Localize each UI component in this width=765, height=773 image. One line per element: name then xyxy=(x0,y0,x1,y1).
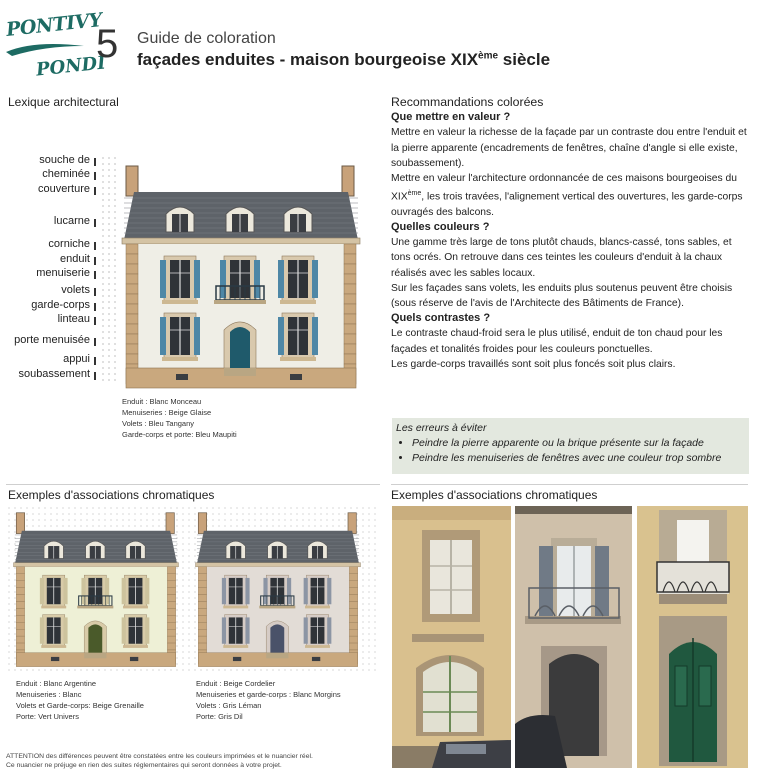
label-menuiserie: menuiserie xyxy=(36,267,90,279)
error-item: • Peindre les menuiseries de fenêtres avec une couleur trop sombre xyxy=(412,451,721,466)
legend-volets: Volets : Bleu Tangany xyxy=(122,419,194,428)
cornice xyxy=(122,238,360,244)
para-6: Les garde-corps travaillés sont soit plus foncés soit plus clairs. xyxy=(391,358,676,370)
shutter xyxy=(222,617,226,643)
para-3: Une gamme très large de tons plutôt chauds, blancs-cassé, tons sables, et tons ocrés. On retrouve dans ces teintes les couleurs d'enduit à la chaux réalisés avec les sables locaux. xyxy=(391,237,732,279)
house-illustration-example-1 xyxy=(12,510,180,668)
label-garde-corps: garde-corps xyxy=(31,299,90,311)
label-enduit: enduit xyxy=(60,253,90,265)
logo-text-pontivy: PONTIVY xyxy=(5,9,103,41)
chapter-number: 5 xyxy=(96,22,119,66)
shutter xyxy=(304,578,308,604)
shutter xyxy=(194,260,200,298)
shutter xyxy=(122,578,126,604)
shutter xyxy=(278,317,284,355)
page-title: façades enduites - maison bourgeoise XIXème siècle xyxy=(137,50,551,69)
shutter xyxy=(312,317,318,355)
para-2: Mettre en valeur l'architecture ordonnancée de ces maisons bourgeoises du XIXème, les trois travées, l'alignement vertical des ouvertures, les garde-corps ouvragés des balcons. xyxy=(391,173,743,218)
cornice xyxy=(196,563,361,567)
leader-dots xyxy=(100,155,120,385)
shutter xyxy=(312,260,318,298)
shutter xyxy=(145,617,149,643)
example-1-legend: Enduit : Blanc Argentine Menuiseries : Blanc Volets et Garde-corps: Beige Grenaille Porte: Vert Univers xyxy=(16,679,144,721)
chimney-left xyxy=(16,513,24,534)
shutter xyxy=(222,578,226,604)
disclaimer-note: ATTENTION des différences peuvent être constatées entre les couleurs imprimées et le nuancier réel. Ce nuancier ne préjuge en rien des suites réglementaires qui seront données à votre projet. xyxy=(6,753,313,769)
question-mettre-en-valeur: Que mettre en valeur ? xyxy=(391,111,511,124)
chimney-left xyxy=(126,166,138,196)
label-porte-menuisee: porte menuisée xyxy=(14,334,90,346)
door xyxy=(230,327,250,368)
pontivy-logo xyxy=(4,9,107,81)
question-couleurs: Quelles couleurs ? xyxy=(391,221,490,234)
recommandations-title: Recommandations colorées xyxy=(391,95,544,109)
label-linteau: linteau xyxy=(57,313,90,325)
recommandations-block xyxy=(391,95,751,372)
house-illustration-main xyxy=(120,162,362,390)
example-2-legend: Enduit : Beige Cordelier Menuiseries et garde-corps : Blanc Morgins Volets : Gris Léman Porte: Gris Dil xyxy=(196,679,341,721)
errors-box xyxy=(392,418,749,474)
shutter xyxy=(327,617,331,643)
error-item: • Peindre la pierre apparente ou la brique présente sur la façade xyxy=(412,436,721,451)
label-soubassement: soubassement xyxy=(18,368,90,380)
shutter xyxy=(160,317,166,355)
label-souche: souche de xyxy=(39,154,90,166)
photo-facade-shutters xyxy=(515,506,632,768)
guide-subtitle: Guide de coloration xyxy=(137,30,276,47)
para-4: Sur les façades sans volets, les enduits plus soutenus peuvent être choisis (sous réserve de l'avis de l'Architecte des Bâtiments de France). xyxy=(391,282,733,310)
shutter xyxy=(40,617,44,643)
label-lucarne: lucarne xyxy=(53,215,90,227)
legend-garde-corps: Garde-corps et porte: Bleu Maupiti xyxy=(122,430,237,439)
chimney-left xyxy=(198,513,206,534)
divider-left xyxy=(6,484,380,485)
shutter xyxy=(122,617,126,643)
main-color-legend xyxy=(122,396,237,440)
logo-text-pondi: PONDI xyxy=(35,52,107,81)
door xyxy=(88,624,102,652)
legend-menuiseries: Menuiseries : Beige Glaise xyxy=(122,408,212,417)
errors-title: Les erreurs à éviter xyxy=(396,422,487,434)
shutter xyxy=(245,578,249,604)
shutter xyxy=(194,317,200,355)
shutter xyxy=(304,617,308,643)
photo-facade-windows xyxy=(392,506,511,768)
cornice xyxy=(14,563,179,567)
para-1: Mettre en valeur la richesse de la façade par un contraste dou entre l'enduit et la pierre apparente (encadrements de fenêtres, chaîne d'angle si elle existe, soubassement). xyxy=(391,127,747,169)
door xyxy=(270,624,284,652)
chimney-right xyxy=(342,166,354,196)
label-corniche: corniche xyxy=(48,238,90,250)
lexique-title: Lexique architectural xyxy=(8,95,119,109)
chimney-right xyxy=(166,513,174,534)
label-couverture: couverture xyxy=(38,183,90,195)
photo-facade-green-door xyxy=(637,506,748,768)
label-cheminee: cheminée xyxy=(42,168,90,180)
para-5: Le contraste chaud-froid sera le plus utilisé, enduit de ton chaud pour les façades et tonalités froides pour les couleurs ponctuelles. xyxy=(391,328,723,355)
label-appui: appui xyxy=(63,353,90,365)
label-volets: volets xyxy=(61,284,90,296)
house-illustration-example-2 xyxy=(194,510,362,668)
shutter xyxy=(327,578,331,604)
shutter xyxy=(278,260,284,298)
shutter xyxy=(63,578,67,604)
chimney-right xyxy=(348,513,356,534)
question-contrastes: Quels contrastes ? xyxy=(391,312,491,325)
legend-enduit: Enduit : Blanc Monceau xyxy=(122,397,202,406)
shutter xyxy=(40,578,44,604)
shutter xyxy=(145,578,149,604)
shutter xyxy=(63,617,67,643)
photos-title: Exemples d'associations chromatiques xyxy=(391,488,598,502)
divider-right xyxy=(391,484,748,485)
shutter xyxy=(245,617,249,643)
shutter xyxy=(160,260,166,298)
examples-title: Exemples d'associations chromatiques xyxy=(8,488,215,502)
